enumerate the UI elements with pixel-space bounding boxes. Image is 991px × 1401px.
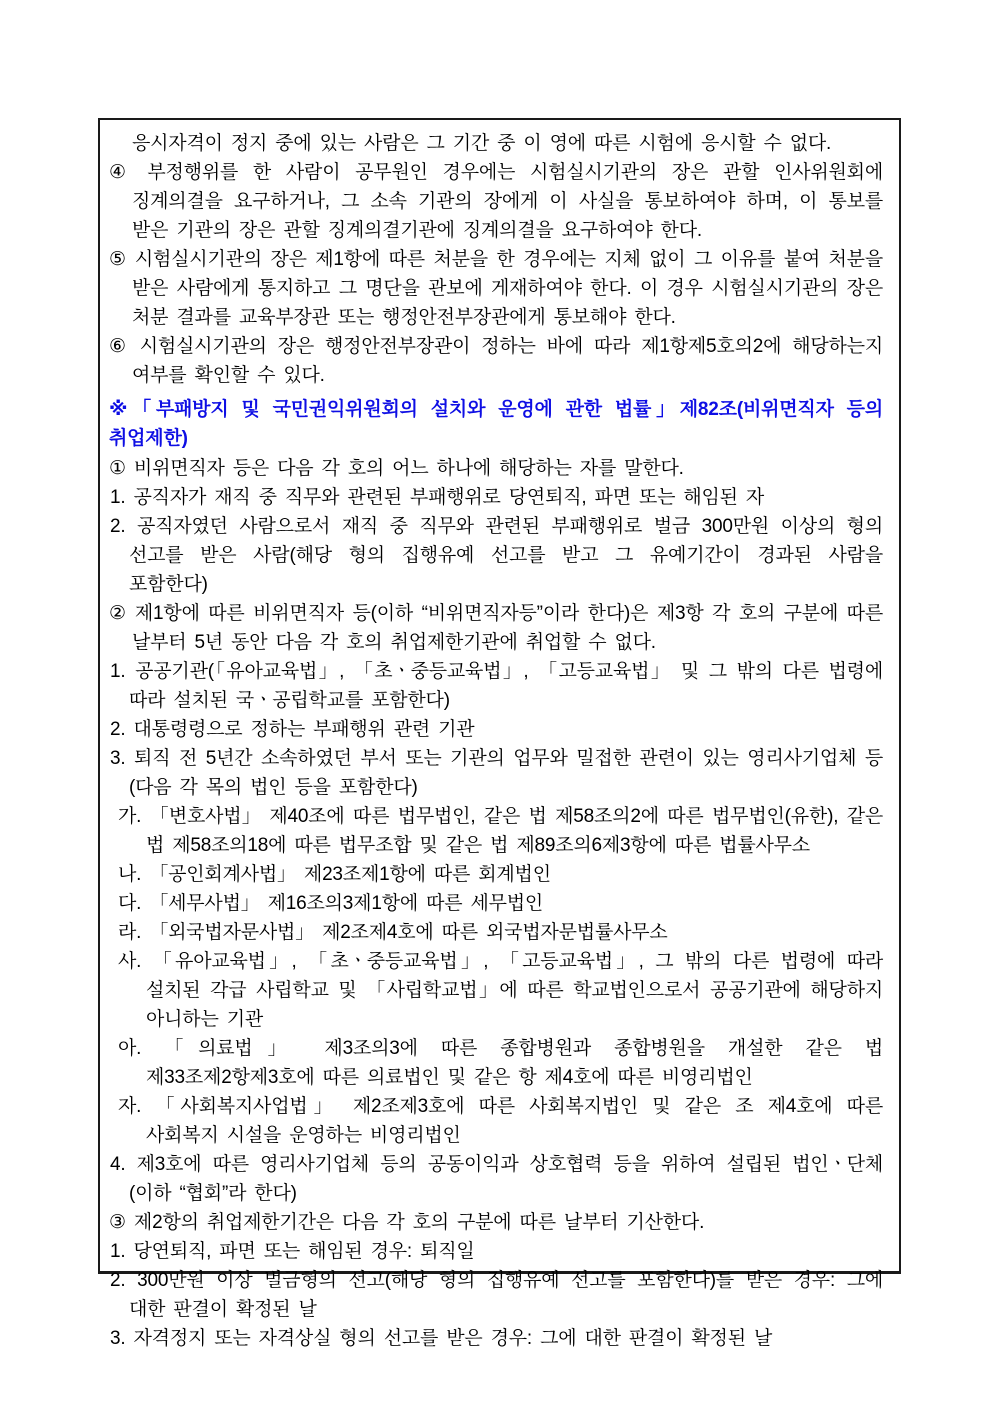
item-text: 응시자격이 정지 중에 있는 사람은 그 기간 중 이 영에 따른 시험에 응시할 수 없다.: [132, 133, 832, 154]
item-marker: ②: [109, 603, 135, 624]
paragraph: [109, 1266, 883, 1324]
item-marker: 3.: [110, 748, 135, 769]
statute-heading: [109, 395, 883, 453]
paragraph: [109, 744, 883, 802]
paragraph: [109, 1324, 883, 1353]
paragraph: [109, 657, 883, 715]
item-marker: 4.: [110, 1154, 137, 1175]
paragraph: [109, 889, 883, 918]
item-text: 제1항에 따른 비위면직자 등(이하 “비위면직자등”이라 한다)은 제3항 각 호의 구분에 따른 날부터 5년 동안 다음 각 호의 취업제한기관에 취업할 수 없다.: [132, 603, 883, 653]
paragraph: [109, 802, 883, 860]
paragraph: [109, 483, 883, 512]
item-marker: 3.: [110, 1328, 134, 1349]
item-text: 당연퇴직, 파면 또는 해임된 경우: 퇴직일: [133, 1241, 475, 1262]
item-text: 「변호사법」 제40조에 따른 법무법인, 같은 법 제58조의2에 따른 법무법인(유한), 같은 법 제58조의18에 따른 법무조합 및 같은 법 제89조의6제3항에 따른 법률사무소: [146, 806, 884, 856]
item-text: 시험실시기관의 장은 제1항에 따른 처분을 한 경우에는 지체 없이 그 이유를 붙여 처분을 받은 사람에게 통지하고 그 명단을 관보에 게재하여야 한다. 이 경우 시험실시기관의 장은 처분 결과를 교육부장관 또는 행정안전부장관에게 통보해야 한다.: [132, 249, 883, 328]
item-marker: ⑥: [109, 336, 140, 357]
paragraph: [109, 1208, 883, 1237]
paragraph: [109, 129, 883, 158]
item-text: 시험실시기관의 장은 행정안전부장관이 정하는 바에 따라 제1항제5호의2에 해당하는지 여부를 확인할 수 있다.: [132, 336, 883, 386]
paragraph: [109, 1092, 883, 1150]
item-text: 300만원 이상 벌금형의 선고(해당 형의 집행유예 선고를 포함한다)를 받은 경우: 그에 대한 판결이 확정된 날: [129, 1270, 883, 1320]
item-text: 「세무사법」 제16조의3제1항에 따른 세무법인: [149, 893, 544, 914]
paragraph: [109, 1034, 883, 1092]
item-text: 「부패방지 및 국민권익위원회의 설치와 운영에 관한 법률」제82조(비위면직자 등의 취업제한): [109, 399, 883, 449]
item-marker: 아.: [118, 1038, 165, 1059]
item-text: 제3호에 따른 영리사기업체 등의 공동이익과 상호협력 등을 위하여 설립된 법인ㆍ단체(이하 “협회”라 한다): [129, 1154, 883, 1204]
paragraph: [109, 454, 883, 483]
item-text: 공공기관(「유아교육법」, 「초ㆍ중등교육법」, 「고등교육법」 및 그 밖의 다른 법령에 따라 설치된 국ㆍ공립학교를 포함한다): [129, 661, 883, 711]
item-text: 공직자가 재직 중 직무와 관련된 부패행위로 당연퇴직, 파면 또는 해임된 자: [133, 487, 765, 508]
item-marker: 2.: [110, 516, 138, 537]
item-marker: 2.: [110, 1270, 138, 1291]
item-marker: 다.: [118, 893, 150, 914]
item-text: 「의료법」 제3조의3에 따른 종합병원과 종합병원을 개설한 같은 법 제33조제2항제3호에 따른 의료법인 및 같은 항 제4호에 따른 비영리법인: [146, 1038, 883, 1088]
item-marker: 가.: [118, 806, 150, 827]
item-marker: 라.: [118, 922, 150, 943]
paragraph: [109, 332, 883, 390]
item-marker: ③: [109, 1212, 134, 1233]
item-text: 대통령령으로 정하는 부패행위 관련 기관: [133, 719, 475, 740]
item-marker: 1.: [110, 1241, 134, 1262]
item-marker: 1.: [110, 661, 136, 682]
paragraph: [109, 245, 883, 332]
item-marker: 2.: [110, 719, 134, 740]
paragraph: [109, 860, 883, 889]
paragraph: [109, 599, 883, 657]
content-border-box: [98, 118, 901, 1349]
paragraph: [109, 512, 883, 599]
item-marker: ①: [109, 458, 134, 479]
paragraph: [109, 1237, 883, 1266]
item-text: 「사회복지사업법」 제2조제3호에 따른 사회복지법인 및 같은 조 제4호에 따른 사회복지 시설을 운영하는 비영리법인: [146, 1096, 883, 1146]
paragraph: [109, 158, 883, 245]
item-text: 공직자였던 사람으로서 재직 중 직무와 관련된 부패행위로 벌금 300만원 이상의 형의 선고를 받은 사람(해당 형의 집행유예 선고를 받고 그 유예기간이 경과된 사람을 포함한다): [129, 516, 883, 595]
item-marker: 자.: [118, 1096, 156, 1117]
paragraph: [109, 918, 883, 947]
item-text: 「외국법자문사법」 제2조제4호에 따른 외국법자문법률사무소: [149, 922, 668, 943]
item-marker: ⑤: [109, 249, 135, 270]
item-text: 자격정지 또는 자격상실 형의 선고를 받은 경우: 그에 대한 판결이 확정된 날: [133, 1328, 773, 1349]
paragraph: [109, 947, 883, 1034]
item-marker: ④: [109, 162, 148, 183]
item-text: 비위면직자 등은 다음 각 호의 어느 하나에 해당하는 자를 말한다.: [133, 458, 684, 479]
item-text: 제2항의 취업제한기간은 다음 각 호의 구분에 따른 날부터 기산한다.: [133, 1212, 705, 1233]
paragraph: [109, 715, 883, 744]
item-text: 부정행위를 한 사람이 공무원인 경우에는 시험실시기관의 장은 관할 인사위원회에 징계의결을 요구하거나, 그 소속 기관의 장에게 이 사실을 통보하여야 하며, 이 통보를 받은 기관의 장은 관할 징계의결기관에 징계의결을 요구하여야 한다.: [132, 162, 883, 241]
item-marker: ※: [109, 399, 133, 420]
item-text: 「유아교육법」, 「초ㆍ중등교육법」, 「고등교육법」, 그 밖의 다른 법령에 따라 설치된 각급 사립학교 및 「사립학교법」에 따른 학교법인으로서 공공기관에 해당하지 아니하는 기관: [146, 951, 883, 1030]
item-text: 「공인회계사법」 제23조제1항에 따른 회계법인: [149, 864, 551, 885]
item-marker: 사.: [118, 951, 153, 972]
item-marker: 1.: [110, 487, 134, 508]
paragraph: [109, 1150, 883, 1208]
item-marker: 나.: [118, 864, 150, 885]
item-text: 퇴직 전 5년간 소속하였던 부서 또는 기관의 업무와 밀접한 관련이 있는 영리사기업체 등 (다음 각 목의 법인 등을 포함한다): [129, 748, 883, 798]
